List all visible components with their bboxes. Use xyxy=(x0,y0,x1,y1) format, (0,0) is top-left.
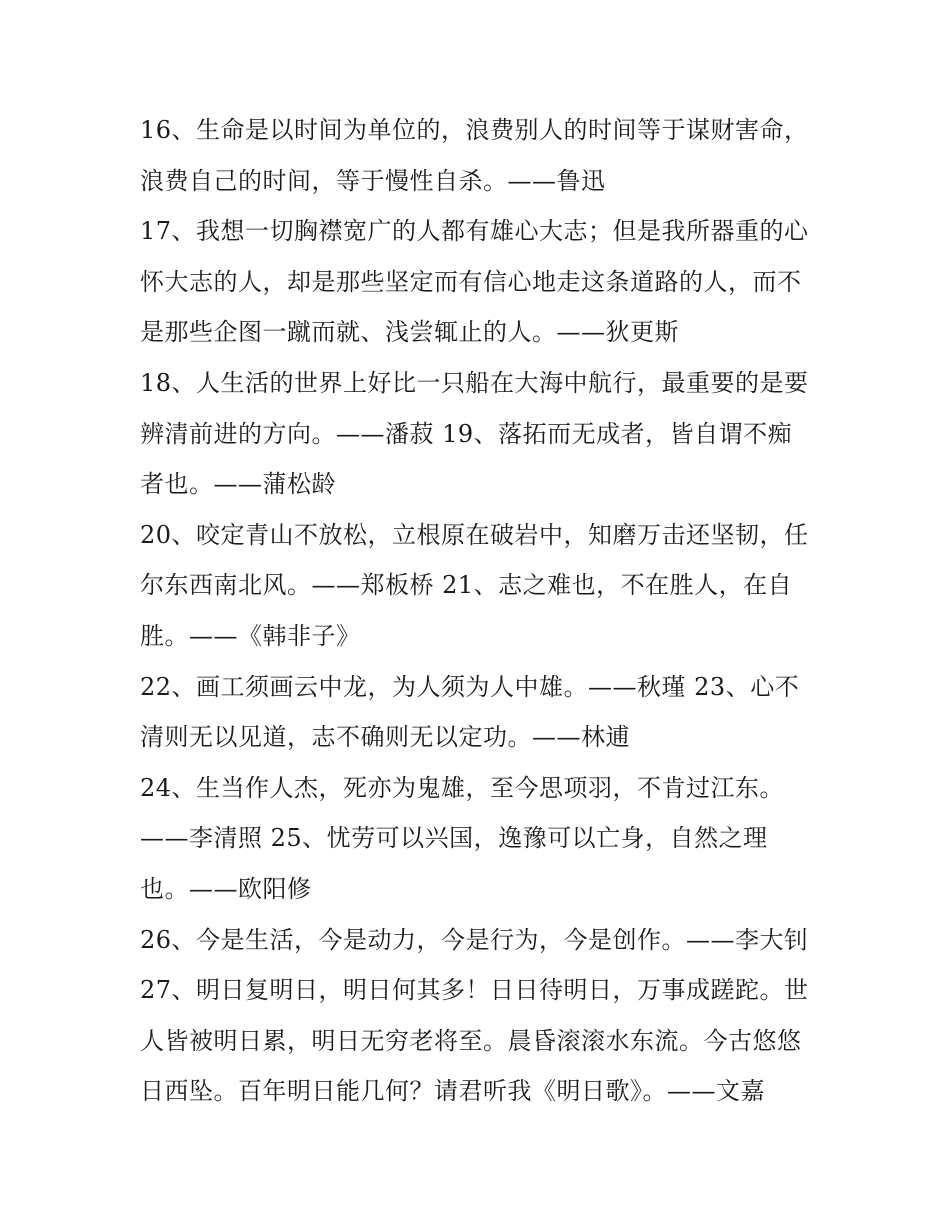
text-line: 27、明日复明日，明日何其多！日日待明日，万事成蹉跎。世 xyxy=(140,976,809,1004)
text-line: 者也。——蒲松龄 xyxy=(140,470,336,498)
text-line: 怀大志的人，却是那些坚定而有信心地走这条道路的人，而不 xyxy=(140,268,802,296)
text-line: 20、咬定青山不放松，立根原在破岩中，知磨万击还坚韧，任 xyxy=(140,521,809,549)
text-line: 也。——欧阳修 xyxy=(140,875,312,903)
text-line: 26、今是生活，今是动力，今是行为，今是创作。——李大钊 xyxy=(140,926,809,954)
text-line: 是那些企图一蹴而就、浅尝辄止的人。——狄更斯 xyxy=(140,318,679,346)
text-line: 人皆被明日累，明日无穷老将至。晨昏滚滚水东流。今古悠悠 xyxy=(140,1027,802,1055)
text-line: 24、生当作人杰，死亦为鬼雄，至今思项羽，不肯过江东。 xyxy=(140,774,785,802)
text-line: 22、画工须画云中龙，为人须为人中雄。——秋瑾 23、心不 xyxy=(140,673,800,701)
text-line: 胜。——《韩非子》 xyxy=(140,622,361,650)
text-line: 浪费自己的时间，等于慢性自杀。——鲁迅 xyxy=(140,167,606,195)
text-line: 清则无以见道，志不确则无以定功。——林逋 xyxy=(140,723,630,751)
text-line: 辨清前进的方向。——潘菽 19、落拓而无成者，皆自谓不痴 xyxy=(140,420,793,448)
text-line: 16、生命是以时间为单位的，浪费别人的时间等于谋财害命， xyxy=(140,116,809,144)
text-line: 日西坠。百年明日能几何？请君听我《明日歌》。——文嘉 xyxy=(140,1077,765,1105)
text-line: 18、人生活的世界上好比一只船在大海中航行，最重要的是要 xyxy=(140,369,809,397)
text-line: 17、我想一切胸襟宽广的人都有雄心大志；但是我所器重的心 xyxy=(140,217,809,245)
text-line: ——李清照 25、忧劳可以兴国，逸豫可以亡身，自然之理 xyxy=(140,824,768,852)
text-line: 尔东西南北风。——郑板桥 21、志之难也，不在胜人，在自 xyxy=(140,571,793,599)
